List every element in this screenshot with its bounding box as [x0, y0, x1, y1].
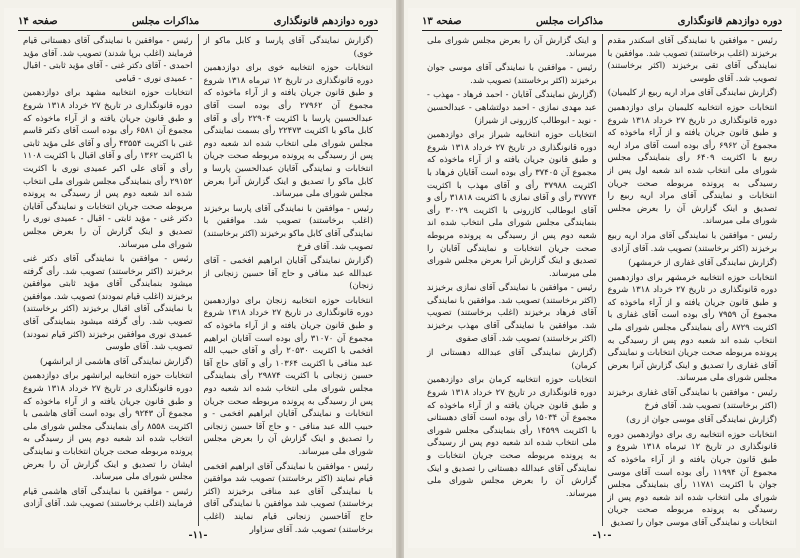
paragraph: رئیس - موافقین با نمایندگی آقای دهستانی قیام فرمایند (اغلب برپا شدند) تصویب شد. آقای مؤید احمدی - آقای دکتر غنی - آقای مؤید ثابتی - اقبال - عمیدی نوری - قیامی — [23, 35, 193, 83]
paragraph: رئیس - موافقین با نمایندگی آقای ابراهیم افخمی قیام نمایند (اکثر برخاستند) تصویب شد موافقین با نمایندگی آقای عبد منافی برخیزند (اکثر برخاستند) تصویب شد موافقین با نمایندگی آقای حاج آقاحسین زنجانی قیام نمایند (اغلب برخاستند) تصویب شد. آقای سزاوار — [203, 460, 373, 534]
left-page-column-right — [199, 34, 379, 534]
left-header-page-label: صفحه ۱۴ — [18, 15, 58, 27]
paragraph: انتخابات حوزه انتخابیه زنجان برای دوازدهمین دوره قانونگذاری در تاریخ ۲۷ خرداد ۱۳۱۸ شروع و طبق قانون جریان یافته و از آراء ماخوذه که مجموع آن ۳۱۰۷۰ رأی بوده است آقایان ابراهیم افخمی با اکثریت ۲۰۵۳۰ رأی و آقای حبیب الله عبد منافی با اکثریت ۱۰۳۶۴ رأی و آقای حاج آقا حسین زنجانی با اکثریت ۲۹۸۷۴ رأی بنمایندگی مجلس شورای ملی انتخاب شده اند شعبه دوم پس از رسیدگی به پرونده مربوطه صحت جریان انتخابات و نمایندگی آقایان ابراهیم افخمی - و حبیب الله عبد منافی - و حاج آقا حسین زنجانی را تصدیق و اینک گزارش آن را بعرض مجلس شورای ملی میرساند. — [203, 294, 374, 456]
paragraph: انتخابات حوزه انتخابیه مشهد برای دوازدهمین دوره قانونگذاری در تاریخ ۲۷ خرداد ۱۳۱۸ شروع و طبق قانون جریان یافته و از آراء ماخوذه که مجموع آن ۶۵۸۱ رأی بوده است آقای دکتر قاسم غنی با اکثریت ۴۳۵۵۴ رأی و آقای علی مؤید ثابتی با اکثریت ۱۳۶۲ رأی و آقای اقبال با اکثریت ۱۱۰۸ رأی و آقای علی اکبر عمیدی نوری با اکثریت ۲۹۱۵۲ رأی بنمایندگی مجلس شورای ملی انتخاب شده اند شعبه دوم پس از رسیدگی به پرونده مربوطه صحت جریان انتخابات و نمایندگی آقایان دکتر غنی - مؤید ثابتی - اقبال - عمیدی نوری را تصدیق و اینک گزارش آن را بعرض مجلس شورای ملی میرساند. — [23, 87, 193, 249]
paragraph: (گزارش نمایندگی آقای هاشمی از ایرانشهر) — [39, 355, 193, 366]
left-page-columns — [18, 34, 378, 534]
paragraph: انتخابات حوزه انتخابیه کلیمیان برای دوازدهمین دوره قانونگذاری در تاریخ ۲۷ خرداد ۱۳۱۸ شروع و طبق قانون جریان یافته و از آراء ماخوذه که مجموع آن ۶۹۶۲ رأی بوده است آقای مراد اریه ربیع با اکثریت ۶۴۰۹ رأی بنمایندگی مجلس شورای ملی انتخاب شده اند شعبه اول پس از رسیدگی به پرونده مربوطه صحت جریان انتخابات و نمایندگی آقای مراد اریه ربیع را تصدیق و اینک گزارش آن را بعرض مجلس شورای ملی میرساند. — [607, 101, 778, 226]
paragraph: رئیس - موافقین با نمایندگی آقای نمازی برخیزند (اکثر برخاستند) تصویب شد. موافقین با نمایندگی آقای فرهاد برخیزند (اغلب برخاستند) تصویب شد. موافقین با نمایندگی آقای مهذب برخیزند (اکثر برخاستند) تصویب شد. آقای صفوی — [427, 282, 597, 343]
left-page-number: -۱۱- — [188, 530, 208, 541]
paragraph: انتخابات حوزه انتخابیه ری برای دوازدهمین دوره قانونگذاری در تاریخ ۱۲ تیرماه ۱۳۱۸ شروع و طبق قانون جریان یافته و از آراء ماخوذه که مجموع آن ۱۱۹۹۴ رأی بوده است آقای موسی جوان با اکثریت ۱۱۷۸۱ رأی بنمایندگی مجلس شورای ملی انتخاب شده اند شعبه دوم پس از رسیدگی به پرونده مربوطه صحت جریان انتخابات و نمایندگی آقای موسی جوان را تصدیق — [607, 428, 778, 527]
paragraph: رئیس - موافقین با نمایندگی آقای مراد اریه ربیع برخیزند (اکثر برخاستند) تصویب شد. آقای آزادی — [607, 229, 777, 253]
right-page-column-right — [603, 34, 783, 526]
right-header-section: مذاکرات مجلس — [536, 15, 604, 27]
right-page — [408, 8, 796, 548]
paragraph: (گزارش نمایندگی آقای مراد اریه ربیع از کلیمیان) — [607, 87, 777, 98]
paragraph: انتخابات حوزه انتخابیه خرمشهر برای دوازدهمین دوره قانونگذاری در تاریخ ۲۷ خرداد ۱۳۱۸ شروع و طبق قانون جریان یافته و از آراء ماخوذه که مجموع آن ۷۹۵۹ رأی بوده است آقای غفاری با اکثریت ۸۷۲۹ رأی بنمایندگی مجلس شورای ملی انتخاب شده اند شعبه دوم پس از رسیدگی به پرونده مربوطه صحت جریان انتخابات و نمایندگی آقای غفاری را تصدیق و اینک گزارش آنرا بعرض مجلس شورای ملی میرساند. — [607, 271, 777, 383]
right-page-column-left — [422, 34, 602, 526]
book-gutter — [396, 0, 404, 558]
paragraph: (گزارش نمایندگی آقای پارسا و کابل ماکو از خوی) — [203, 35, 373, 58]
paragraph: رئیس - موافقین با نمایندگی آقای هاشمی قیام فرمایند (اغلب برخاستند) تصویب شد. آقای آزادی — [23, 485, 193, 509]
left-header-section: مذاکرات مجلس — [132, 15, 200, 27]
right-page-header — [422, 12, 782, 31]
paragraph: (گزارش نمایندگی آقای غفاری از خرمشهر) — [628, 257, 777, 268]
paragraph: انتخابات حوزه انتخابیه خوی برای دوازدهمین دوره قانونگذاری در تاریخ ۱۲ تیرماه ۱۳۱۸ شروع و طبق قانون جریان یافته و از آراء ماخوذه که مجموع آن ۲۷۹۶۲ رأی بوده است آقای عبدالحسین پارسا با اکثریت ۲۲۹۰۴ رأی و آقای کابل ماکو با اکثریت ۲۲۴۷۳ رأی بسمت نمایندگی مجلس شورای ملی انتخاب شده اند شعبه دوم پس از رسیدگی به پرونده مربوطه صحت جریان انتخابات و نمایندگی آقایان عبدالحسین پارسا و کابل ماکو را تصدیق و اینک گزارش آنرا بعرض مجلس شورای ملی میرساند. — [203, 62, 374, 199]
paragraph: انتخابات حوزه انتخابیه شیراز برای دوازدهمین دوره قانونگذاری در تاریخ ۲۷ خرداد ۱۳۱۸ شروع و طبق قانون جریان یافته و از آراء ماخوذه که مجموع آن ۳۷۴۰۵ رأی بوده است آقایان فرهاد با اکثریت ۳۷۹۸۸ رأی و آقای مهذب با اکثریت ۳۷۷۷۴ رأی و آقای نمازی با اکثریت ۳۱۸۱۸ رأی و آقای ابوطالب کازرونی با اکثریت ۳۰۰۲۹ رأی بنمایندگی مجلس شورای ملی انتخاب شده اند شعبه دوم پس از رسیدگی به پرونده مربوطه صحت جریان انتخابات و نمایندگی آقایان را تصدیق و اینک گزارش آنرا بعرض مجلس شورای ملی میرساند. — [427, 129, 597, 278]
right-header-title: دوره دوازدهم قانونگذاری — [677, 15, 782, 27]
paragraph: رئیس - موافقین با نمایندگی آقای اسکندر مقدم برخیزند (اغلب برخاستند) تصویب شد. موافقین با نمایندگی آقای تقی برخیزند (اکثر برخاستند) تصویب شد. آقای طوسی — [607, 35, 777, 83]
paragraph: و اینک گزارش آن را بعرض مجلس شورای ملی میرساند. — [427, 35, 597, 58]
paragraph: (گزارش نمایندگی آقای عبدالله دهستانی از کرمان) — [427, 347, 597, 370]
paragraph: (گزارش نمایندگی آقای موسی جوان از ری) — [626, 414, 777, 425]
right-page-columns — [422, 34, 782, 526]
paragraph: (گزارش نمایندگی آقایان ابراهیم افخمی - آقای عبدالله عبد منافی و حاج آقا حسین زنجانی از زنجان) — [203, 255, 373, 291]
paragraph: رئیس - موافقین با نمایندگی آقای موسی جوان برخیزند (اکثر برخاستند) تصویب شد. — [427, 62, 597, 85]
left-page-column-left — [18, 34, 198, 526]
paragraph: انتخابات حوزه انتخابیه کرمان برای دوازدهمین دوره قانونگذاری در تاریخ ۲۷ خرداد ۱۳۱۸ شروع و طبق قانون جریان یافته و از آراء ماخوذه که مجموع آن ۱۵۰۳۴ رأی بوده است آقای دهستانی با اکثریت ۱۴۵۹۹ رأی بنمایندگی مجلس شورای ملی انتخاب شده اند شعبه دوم پس از رسیدگی به پرونده مربوطه صحت جریان انتخابات و نمایندگی آقای عبدالله دهستانی را تصدیق و اینک گزارش آن را بعرض مجلس شورای ملی میرساند. — [427, 374, 597, 498]
right-page-number: -۱۰- — [592, 530, 612, 541]
paragraph: انتخابات حوزه انتخابیه ایرانشهر برای دوازدهمین دوره قانونگذاری در تاریخ ۲۷ خرداد ۱۳۱۸ شروع و طبق قانون جریان یافته و از آراء ماخوذه که مجموع آن ۹۲۴۳ رأی بوده است آقای هاشمی با اکثریت ۸۵۵۸ رأی بنمایندگی مجلس شورای ملی انتخاب شده اند شعبه دوم پس از رسیدگی به پرونده مربوطه صحت جریان انتخابات و نمایندگی ایشان را تصدیق و اینک گزارش آن را بعرض مجلس شورای ملی میرساند. — [23, 370, 193, 482]
right-header-page-label: صفحه ۱۳ — [422, 15, 462, 27]
paragraph: (گزارش نمایندگی آقایان - احمد فرهاد - مهذب - عبد مهدی نمازی - احمد دولتشاهی - عبدالحسین - نوید - ابوطالب کازرونی از شیراز) — [427, 89, 597, 125]
left-header-title: دوره دوازدهم قانونگذاری — [273, 15, 378, 27]
paragraph: رئیس - موافقین با نمایندگی آقای پارسا برخیزند (اغلب برخاستند) تصویب شد. موافقین با نمایندگی آقای کابل ماکو برخیزند (اکثر برخاستند) تصویب شد. آقای فرخ — [203, 202, 373, 251]
paragraph: رئیس - موافقین با نمایندگی آقای غفاری برخیزند (اکثر برخاستند) تصویب شد. آقای فرخ — [607, 387, 777, 410]
left-page — [4, 8, 392, 548]
left-page-header — [18, 12, 378, 31]
paragraph: رئیس - موافقین با نمایندگی آقای دکتر غنی برخیزند (اکثر برخاستند) تصویب شد. رأی گرفته میشود بنمایندگی آقای مؤید ثابتی موافقین برخیزند (اغلب قیام نمودند) تصویب شد. موافقین با نمایندگی آقای اقبال برخیزند (اکثر برخاستند) تصویب شد. رأی گرفته میشود بنمایندگی آقای عمیدی نوری موافقین برخیزند (اکثر قیام نمودند) تصویب شد. آقای طوسی — [23, 253, 193, 352]
